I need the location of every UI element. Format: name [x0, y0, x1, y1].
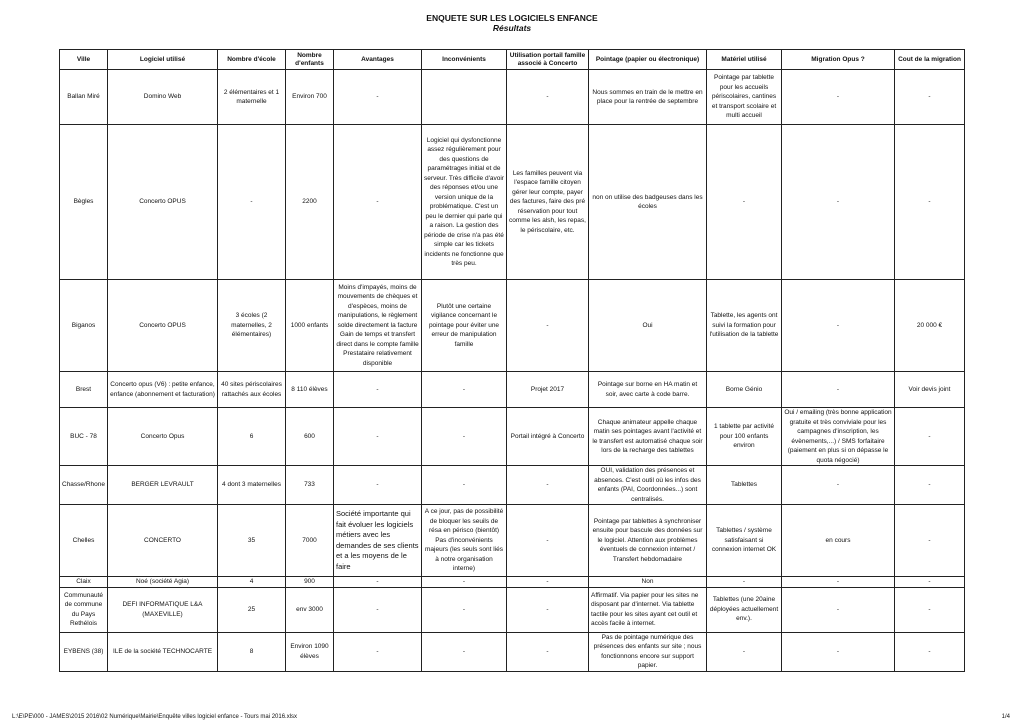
table-cell: Portail intégré à Concerto [507, 408, 589, 466]
header-nombre-enfants: Nombre d'enfants [286, 50, 334, 70]
table-cell: - [895, 466, 965, 505]
table-cell: Pas de pointage numérique des présences des enfants sur site ; nous fonctionnons encore sur support papier. [589, 632, 707, 671]
table-cell: BERGER LEVRAULT [108, 466, 218, 505]
table-cell: - [334, 70, 422, 125]
table-cell: Bègles [60, 125, 108, 280]
table-cell: - [507, 577, 589, 588]
table-cell: - [507, 466, 589, 505]
table-row [60, 280, 965, 372]
table-cell: Plutôt une certaine vigilance concernant le pointage pour éviter une erreur de manipulation famille [422, 280, 507, 372]
table-cell: OUI, validation des présences et absences. C'est outil où les infos des enfants (PAI, Coordonnées...) sont centralisés. [589, 466, 707, 505]
table-cell: - [782, 372, 895, 408]
footer-page-number: 1/4 [1001, 714, 1010, 720]
table-cell: - [782, 632, 895, 671]
table-cell: Pointage par tablette pour les accueils périscolaires, cantines et transport scolaire et multi accueil [707, 70, 782, 125]
table-cell: 900 [286, 577, 334, 588]
table-cell: - [782, 587, 895, 632]
table-cell: Pointage par tablettes à synchroniser ensuite pour bascule des données sur le logiciel. Attention aux problèmes éventuels de connexion internet / Transfert hebdomadaire [589, 505, 707, 577]
table-cell: EYBENS (38) [60, 632, 108, 671]
table-cell: Moins d'impayés, moins de mouvements de chèques et d'espèces, moins de manipulations, le règlement solde directement la facture Gain de temps et transfert direct dans le compte famille Prestataire relativement disponible [334, 280, 422, 372]
table-cell: - [334, 587, 422, 632]
table-cell: Nous sommes en train de le mettre en place pour la rentrée de septembre [589, 70, 707, 125]
table-cell: 8 [218, 632, 286, 671]
header-portail-famille: Utilisation portail famille associé à Concerto [507, 50, 589, 70]
table-cell: - [422, 577, 507, 588]
header-ville: Ville [60, 50, 108, 70]
table-cell: Société importante qui fait évoluer les logiciels métiers avec les demandes de ses clients et a les moyens de le faire [334, 505, 422, 577]
table-cell: Les familles peuvent via l'espace famille citoyen gérer leur compte, payer des factures, faire des pré réservation pour tout comme les alsh, les repas, le périscolaire, etc. [507, 125, 589, 280]
table-cell: - [507, 587, 589, 632]
header-logiciel: Logiciel utilisé [108, 50, 218, 70]
table-row [60, 70, 965, 125]
table-cell: 40 sites périscolaires rattachés aux écoles [218, 372, 286, 408]
table-cell: Environ 700 [286, 70, 334, 125]
table-cell: 7000 [286, 505, 334, 577]
table-cell: - [507, 632, 589, 671]
table-cell: Noé (société Agia) [108, 577, 218, 588]
table-header-row [60, 50, 965, 70]
table-cell: - [422, 372, 507, 408]
header-inconvenients: Inconvénients [422, 50, 507, 70]
table-cell: 2200 [286, 125, 334, 280]
table-cell: Logiciel qui dysfonctionne assez régulièrement pour des questions de paramétrages initial et de serveur. Très difficile d'avoir des réponses et/ou une version unique de la problématique. C'est un peu le dernier qui parle qui a raison. La gestion des période de crise n'a pas été simple car les tickets incidents ne fonctionne que très peu. [422, 125, 507, 280]
table-cell: - [507, 505, 589, 577]
table-cell: 4 dont 3 maternelles [218, 466, 286, 505]
table-cell: - [334, 632, 422, 671]
table-cell: - [707, 632, 782, 671]
table-cell: Oui [589, 280, 707, 372]
table-cell: 25 [218, 587, 286, 632]
table-cell: - [422, 408, 507, 466]
table-cell: Chelles [60, 505, 108, 577]
table-cell: - [782, 466, 895, 505]
table-cell: BUC - 78 [60, 408, 108, 466]
table-cell: Concerto OPUS [108, 280, 218, 372]
table-cell: - [334, 408, 422, 466]
table-cell: Concerto Opus [108, 408, 218, 466]
table-cell: Chasse/Rhone [60, 466, 108, 505]
table-cell: DEFI INFORMATIQUE L&A (MAXEVILLE) [108, 587, 218, 632]
table-cell: Communauté de commune du Pays Rethélois [60, 587, 108, 632]
table-cell: Borne Génio [707, 372, 782, 408]
table-row [60, 632, 965, 671]
table-cell: - [334, 372, 422, 408]
table-cell: - [895, 577, 965, 588]
table-cell: - [895, 632, 965, 671]
table-cell: - [218, 125, 286, 280]
table-cell: - [422, 587, 507, 632]
table-row [60, 408, 965, 466]
table-cell: Brest [60, 372, 108, 408]
table-cell: - [895, 125, 965, 280]
table-row [60, 125, 965, 280]
table-cell: Domino Web [108, 70, 218, 125]
table-cell: - [895, 408, 965, 466]
table-cell: - [782, 280, 895, 372]
table-cell: - [782, 125, 895, 280]
table-cell: CONCERTO [108, 505, 218, 577]
table-cell: - [422, 466, 507, 505]
header-pointage: Pointage (papier ou électronique) [589, 50, 707, 70]
header-nombre-ecole: Nombre d'école [218, 50, 286, 70]
header-migration-opus: Migration Opus ? [782, 50, 895, 70]
table-cell: ILE de la société TECHNOCARTE [108, 632, 218, 671]
table-cell: Non [589, 577, 707, 588]
table-cell: A ce jour, pas de possibilité de bloquer les seuils de résa en périsco (bientôt) Pas d'inconvénients majeurs (les seuls sont liés à notre organisation interne) [422, 505, 507, 577]
header-materiel: Matériel utilisé [707, 50, 782, 70]
table-cell: - [334, 466, 422, 505]
table-row [60, 577, 965, 588]
header-avantages: Avantages [334, 50, 422, 70]
table-cell: - [782, 70, 895, 125]
table-cell: - [707, 125, 782, 280]
table-cell: - [334, 125, 422, 280]
table-cell: Oui / emailing (très bonne application gratuite et très conviviale pour les campagnes d'inscription, les évènements,...) / SMS forfaitaire (paiement en plus si on dépasse le quota négocié) [782, 408, 895, 466]
table-row [60, 505, 965, 577]
table-cell: 1 tablette par activité pour 100 enfants environ [707, 408, 782, 466]
table-cell: Concerto OPUS [108, 125, 218, 280]
table-row [60, 466, 965, 505]
table-cell: Ballan Miré [60, 70, 108, 125]
table-cell: Chaque animateur appelle chaque matin ses pointages avant l'activité et le transfert est automatisé chaque soir lors de la recharge des tablettes [589, 408, 707, 466]
table-cell [422, 70, 507, 125]
document-subtitle: Résultats [492, 23, 532, 33]
table-cell: 3 écoles (2 maternelles, 2 élémentaires) [218, 280, 286, 372]
table-cell: 1000 enfants [286, 280, 334, 372]
table-cell: Voir devis joint [895, 372, 965, 408]
table-row [60, 372, 965, 408]
table-cell: 6 [218, 408, 286, 466]
table-cell: Concerto opus (V6) : petite enfance, enfance (abonnement et facturation) [108, 372, 218, 408]
table-cell: Tablette, les agents ont suivi la formation pour l'utilisation de la tablette [707, 280, 782, 372]
table-cell: - [782, 577, 895, 588]
table-cell: Environ 1090 élèves [286, 632, 334, 671]
header-cout-migration: Cout de la migration [895, 50, 965, 70]
survey-results-table [59, 49, 965, 672]
table-cell: 35 [218, 505, 286, 577]
table-row [60, 587, 965, 632]
table-cell: Claix [60, 577, 108, 588]
table-cell: - [707, 577, 782, 588]
table-cell: 733 [286, 466, 334, 505]
table-cell: Tablettes [707, 466, 782, 505]
table-cell: 600 [286, 408, 334, 466]
table-cell: - [895, 70, 965, 125]
table-cell: 8 110 élèves [286, 372, 334, 408]
table-cell: Biganos [60, 280, 108, 372]
table-cell: - [422, 632, 507, 671]
table-cell: 2 élémentaires et 1 maternelle [218, 70, 286, 125]
footer-file-path: L:\E\PE\000 - JAMES\2015 2016\02 Numérique\Mairie\Enquête villes logiciel enfance - Tours mai 2016.xlsx [12, 714, 298, 720]
table-cell: non on utilise des badgeuses dans les écoles [589, 125, 707, 280]
table-cell: - [334, 577, 422, 588]
table-cell: Tablettes (une 20aine déployées actuellement env.). [707, 587, 782, 632]
table-cell: - [507, 280, 589, 372]
table-cell: 4 [218, 577, 286, 588]
table-cell: Tablettes / système satisfaisant si connexion internet OK [707, 505, 782, 577]
table-cell: Pointage sur borne en HA matin et soir, avec carte à code barre. [589, 372, 707, 408]
table-cell: - [507, 70, 589, 125]
table-cell: 20 000 € [895, 280, 965, 372]
table-cell: - [895, 587, 965, 632]
table-cell: en cours [782, 505, 895, 577]
table-cell: env 3000 [286, 587, 334, 632]
table-cell: - [895, 505, 965, 577]
document-title: ENQUETE SUR LES LOGICIELS ENFANCE [426, 13, 598, 23]
table-cell: Projet 2017 [507, 372, 589, 408]
table-cell: Affirmatif. Via papier pour les sites ne disposant par d'internet. Via tablette tactile pour les sites ayant cet outil et accès facile à internet. [589, 587, 707, 632]
